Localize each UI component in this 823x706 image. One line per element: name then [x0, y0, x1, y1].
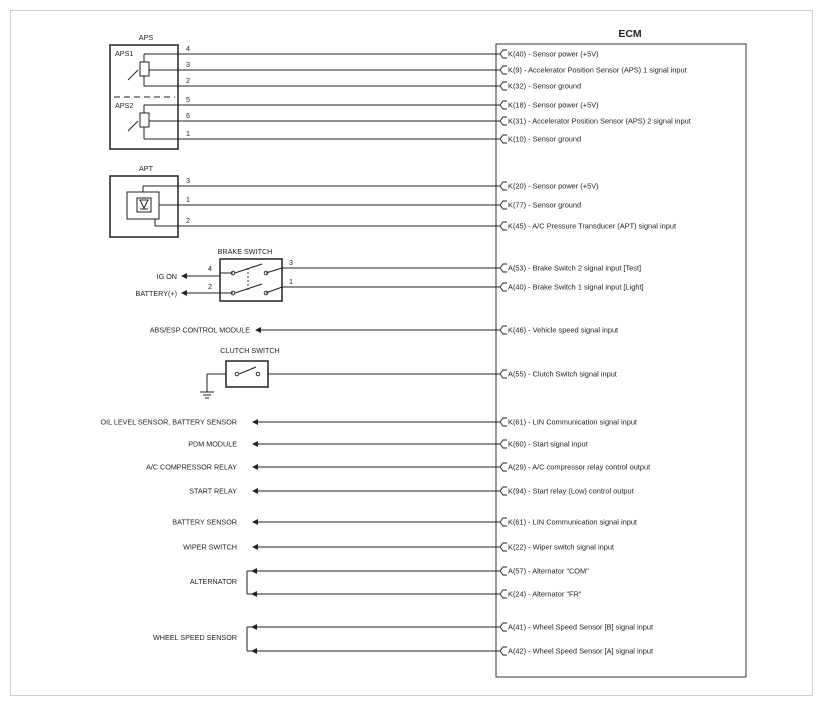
wheel-speed-sensor-label: WHEEL SPEED SENSOR — [152, 633, 237, 642]
apt-title: APT — [139, 164, 153, 173]
alternator-label: ALTERNATOR — [189, 577, 237, 586]
aps1-label: APS1 — [115, 49, 134, 58]
connector-bracket — [500, 518, 507, 526]
aps-pin-number: 2 — [186, 76, 190, 85]
connector-bracket — [500, 101, 507, 109]
ecm-pin-label: A(42) - Wheel Speed Sensor [A] signal input — [508, 646, 654, 656]
ecm-pin-label: K(60) - Start signal input — [508, 439, 588, 449]
ecm-row-aps — [500, 117, 691, 126]
ecm-pin-label: K(20) - Sensor power (+5V) — [508, 181, 599, 191]
brake-right-pin: 1 — [289, 277, 293, 286]
connector-bracket — [500, 567, 507, 575]
connector-bracket — [500, 370, 507, 378]
ecm-row-output — [500, 440, 588, 449]
external-module-label: OIL LEVEL SENSOR, BATTERY SENSOR — [100, 417, 237, 427]
ecm-row-aps — [500, 50, 599, 59]
battery-plus-label: BATTERY(+) — [135, 289, 177, 298]
ecm-row-output — [500, 463, 650, 472]
ecm-row-wheel-speed-sensor — [500, 623, 653, 632]
ecm-row-output — [500, 487, 634, 496]
brake-switch — [136, 247, 282, 301]
aps-pin-number: 6 — [186, 111, 190, 120]
ecm-pin-label: K(22) - Wiper switch signal input — [508, 542, 614, 552]
clutch-switch — [200, 346, 500, 398]
connector-bracket — [500, 264, 507, 272]
ecm-pin-label: A(55) - Clutch Switch signal input — [508, 369, 617, 379]
connector-bracket — [500, 82, 507, 90]
ecm-row-output — [500, 543, 614, 552]
external-module-label: WIPER SWITCH — [183, 542, 237, 552]
ecm-row-brake — [500, 264, 641, 273]
ecm-pin-label: A(40) - Brake Switch 1 signal input [Light] — [508, 282, 644, 292]
brake-left-pin-2: 2 — [208, 282, 212, 291]
connector-bracket — [500, 201, 507, 209]
ecm-pin-label: K(31) - Accelerator Position Sensor (APS) 2 signal input — [508, 116, 691, 126]
ecm-pin-label: K(77) - Sensor ground — [508, 200, 582, 210]
ecm-row-aps — [500, 82, 581, 91]
ecm-pin-label: K(40) - Sensor power (+5V) — [508, 49, 599, 59]
apt-pin-number: 3 — [186, 176, 190, 185]
abs-esp-label: ABS/ESP CONTROL MODULE — [149, 325, 250, 335]
external-module-label: START RELAY — [189, 486, 237, 496]
ecm-row-aps — [500, 66, 687, 75]
ecm-pin-label: K(46) - Vehicle speed signal input — [508, 325, 619, 335]
ecm-pin-label: A(57) - Alternator "COM" — [508, 566, 589, 576]
external-module-label: BATTERY SENSOR — [172, 517, 237, 527]
ecm-row-apt — [500, 222, 676, 231]
ecm-pin-label: A(53) - Brake Switch 2 signal input [Test] — [508, 263, 642, 273]
connector-bracket — [500, 326, 507, 334]
ecm-row-alternator — [500, 590, 582, 599]
brake-internal-wire — [266, 268, 282, 273]
aps-wires — [178, 44, 500, 139]
aps2-label: APS2 — [115, 101, 134, 110]
ecm-row-apt — [500, 201, 581, 210]
brake-switch-title: BRAKE SWITCH — [217, 247, 273, 256]
brake-left-pin-4: 4 — [208, 264, 212, 273]
ecm-pin-label: A(29) - A/C compressor relay control output — [508, 462, 651, 472]
connector-bracket — [500, 283, 507, 291]
ecm-row-aps — [500, 101, 599, 110]
external-module-label: PDM MODULE — [188, 439, 237, 449]
ecm-row-alternator — [500, 567, 589, 576]
ecm-pin-label: K(45) - A/C Pressure Transducer (APT) signal input — [508, 221, 677, 231]
aps-pin-number: 1 — [186, 129, 190, 138]
connector-bracket — [500, 463, 507, 471]
connector-bracket — [500, 590, 507, 598]
aps-sensor — [110, 33, 178, 149]
ecm-pin-label: K(94) - Start relay (Low) control output — [508, 486, 634, 496]
connector-bracket — [500, 222, 507, 230]
ecm-connector-rows — [500, 50, 691, 656]
alternator — [190, 571, 500, 594]
brake-right-pin: 3 — [289, 258, 293, 267]
clutch-switch-title: CLUTCH SWITCH — [220, 346, 280, 355]
aps-title: APS — [138, 33, 154, 42]
ecm-row-output — [500, 518, 637, 527]
ecm-row-apt — [500, 182, 599, 191]
ecm-pin-label: K(18) - Sensor power (+5V) — [508, 100, 599, 110]
ecm-row-wheel-speed-sensor — [500, 647, 653, 656]
ecm-pin-label: A(41) - Wheel Speed Sensor [B] signal input — [508, 622, 654, 632]
external-module-label: A/C COMPRESSOR RELAY — [146, 462, 237, 472]
connector-bracket — [500, 543, 507, 551]
aps-pin-number: 5 — [186, 95, 190, 104]
apt-sensor — [110, 164, 178, 237]
connector-bracket — [500, 135, 507, 143]
connector-bracket — [500, 50, 507, 58]
connector-bracket — [500, 182, 507, 190]
brake-wires — [266, 258, 500, 293]
ecm-pin-label: K(61) - LIN Communication signal input — [508, 517, 637, 527]
wheel-speed-sensor — [153, 627, 500, 651]
connector-bracket — [500, 117, 507, 125]
ecm-pin-label: K(9) - Accelerator Position Sensor (APS) 1 signal input — [508, 65, 687, 75]
connector-bracket — [500, 487, 507, 495]
connector-bracket — [500, 418, 507, 426]
apt-pin-number: 2 — [186, 216, 190, 225]
ecm-pin-label: K(10) - Sensor ground — [508, 134, 582, 144]
ecm-pin-label: K(24) - Alternator "FR" — [508, 589, 582, 599]
apt-pin-number: 1 — [186, 195, 190, 204]
aps-pin-number: 4 — [186, 44, 190, 53]
connector-bracket — [500, 623, 507, 631]
ecm-row-brake — [500, 283, 644, 292]
connector-bracket — [500, 647, 507, 655]
ig-on-label: IG ON — [156, 272, 177, 281]
ecm-row-abs — [500, 326, 618, 335]
connector-bracket — [500, 440, 507, 448]
ecm-row-aps — [500, 135, 581, 144]
aps-pin-number: 3 — [186, 60, 190, 69]
ecm-title: ECM — [618, 28, 642, 40]
brake-internal-wire — [266, 287, 282, 293]
apt-wires — [178, 176, 500, 226]
ecm-row-clutch — [500, 370, 617, 379]
ecm-row-output — [500, 418, 637, 427]
connector-bracket — [500, 66, 507, 74]
ecm-pin-label: K(32) - Sensor ground — [508, 81, 582, 91]
ecm-pin-label: K(61) - LIN Communication signal input — [508, 417, 637, 427]
